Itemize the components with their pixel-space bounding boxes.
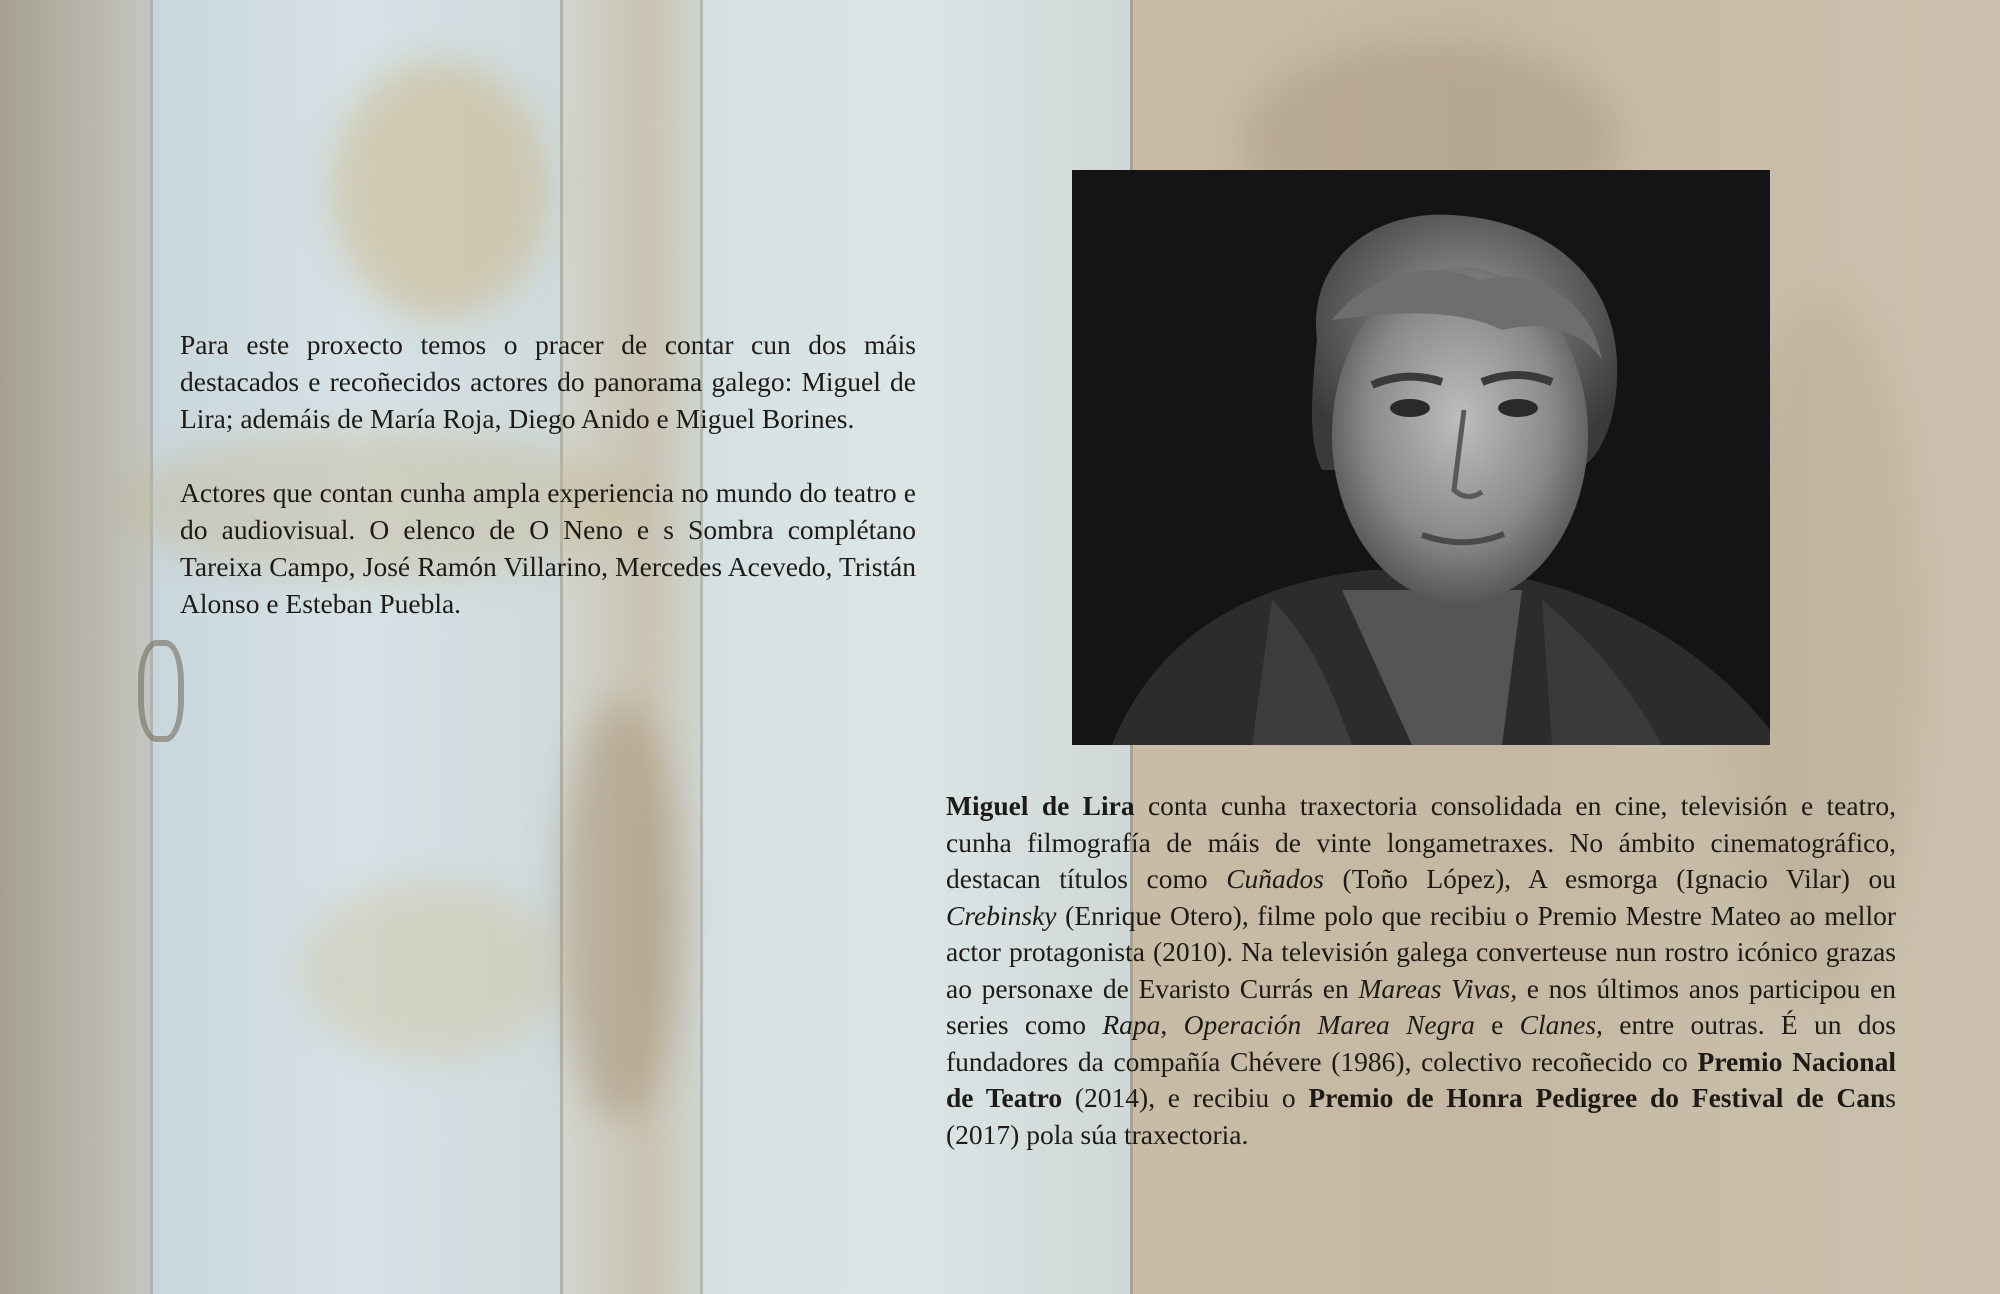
bio-text-run: conta cunha traxectoria consolidada en cine, televisión e teatro, cunha filmografía de máis de vinte longametraxes. No ámbito cinematográfico, destacan títulos como xyxy=(946,790,1896,894)
paint-stain xyxy=(330,60,550,320)
plank-seam xyxy=(700,0,703,1294)
bio-text-run: e nos últimos anos participou en series como xyxy=(946,972,1896,1040)
intro-text xyxy=(180,326,916,622)
intro-paragraph: Para este proxecto temos o pracer de contar cun dos máis destacados e recoñecidos actores do panorama galego: Miguel de Lira; ademáis de María Roja, Diego Anido e Miguel Borines. xyxy=(180,329,916,434)
paint-stain xyxy=(300,880,560,1060)
bio-text-run: e xyxy=(1474,1009,1520,1040)
intro-paragraph: Actores que contan cunha ampla experiencia no mundo do teatro e do audiovisual. O elenco de O Neno e s Sombra complétano Tareixa Campo, José Ramón Villarino, Mercedes Acevedo, Tristán Alonso e Esteban Puebla. xyxy=(180,477,916,619)
bio-text-run: (Enrique Otero), filme polo que recibiu o Premio Mestre Mateo ao mellor actor protagonista (2010). Na televisión galega converteuse nun rostro icónico grazas ao personaxe de Evaristo Currás en xyxy=(946,899,1896,1004)
award-name: Premio Nacional de Teatro xyxy=(946,1045,1896,1113)
film-title: Cuñados xyxy=(1226,863,1324,894)
bio-text-run: entre outras. É un dos fundadores da compañía Chévere (1986), colectivo recoñecido co xyxy=(946,1009,1896,1077)
bio-text-run: (Toño López), A esmorga (Ignacio Vilar) ou xyxy=(1323,863,1896,894)
portrait-illustration xyxy=(1072,170,1770,745)
bio-text-run: , xyxy=(1160,1009,1184,1040)
actor-portrait-photo xyxy=(1072,170,1770,745)
film-title: Crebinsky xyxy=(946,899,1057,931)
series-title: Mareas Vivas, xyxy=(1358,972,1518,1004)
award-name: Premio de Honra Pedigree do Festival de Can xyxy=(1308,1082,1886,1113)
bio-text-run: (2014), e recibiu o xyxy=(1062,1082,1309,1113)
plank-seam xyxy=(560,0,563,1294)
paint-stain xyxy=(560,700,680,1120)
series-title: Rapa xyxy=(1102,1009,1161,1040)
series-title: Operación Marea Negra xyxy=(1183,1009,1475,1040)
bio-text-run: s (2017) pola súa traxectoria. xyxy=(946,1082,1896,1150)
series-title: Clanes, xyxy=(1519,1009,1603,1040)
bio-paragraph xyxy=(946,788,1896,1153)
door-handle xyxy=(138,640,184,742)
actor-name: Miguel de Lira xyxy=(946,790,1135,821)
bio-text xyxy=(946,788,1896,1153)
door-plank xyxy=(0,0,150,1294)
